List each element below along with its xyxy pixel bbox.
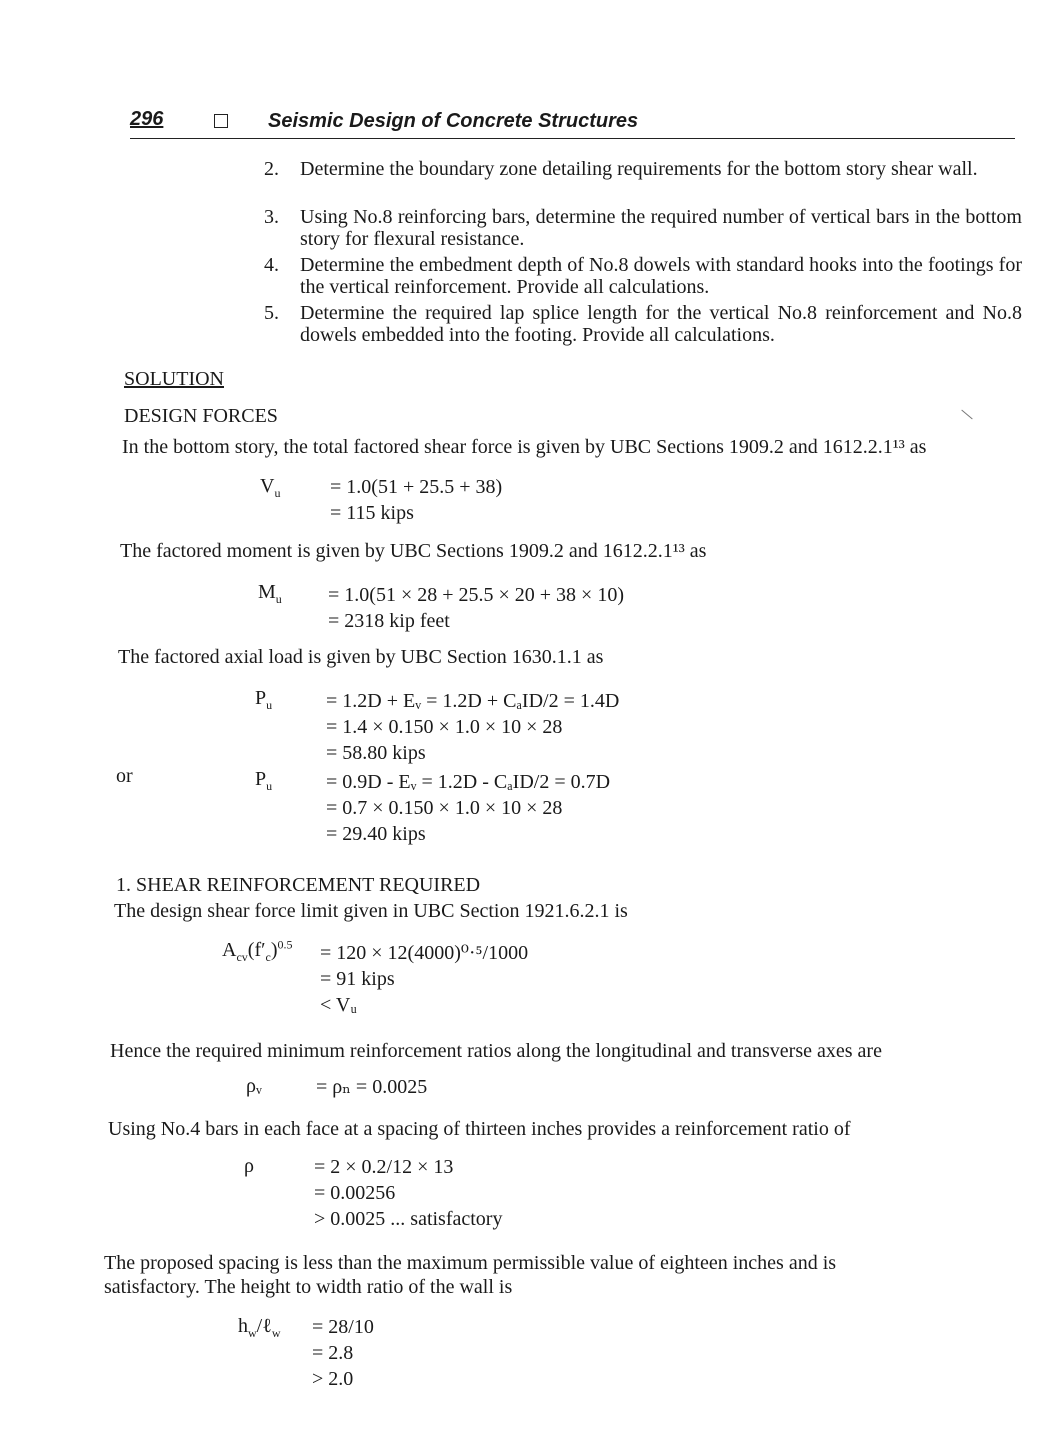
paragraph-shear: In the bottom story, the total factored shear force is given by UBC Sections 1909.2 and 1612.2.1¹³ as xyxy=(122,436,927,458)
item-number: 5. xyxy=(264,302,279,324)
hw-lw-equation: = 28/10 = 2.8 > 2.0 xyxy=(312,1316,374,1390)
square-bullet-icon xyxy=(214,114,228,128)
item-text: Determine the required lap splice length for the vertical No.8 reinforcement and No.8 dowels embedded into the footing. Provide all calculations. xyxy=(300,302,1022,346)
item-number: 4. xyxy=(264,254,279,276)
pu-equation-2: = 0.9D - Eᵥ = 1.2D - CₐID/2 = 0.7D = 0.7 × 0.150 × 1.0 × 10 × 28 = 29.40 kips xyxy=(326,771,611,845)
mu-equation: = 1.0(51 × 28 + 25.5 × 20 + 38 × 10) = 2318 kip feet xyxy=(328,584,624,632)
running-title: Seismic Design of Concrete Structures xyxy=(268,110,639,132)
paragraph-axial: The factored axial load is given by UBC Section 1630.1.1 as xyxy=(118,646,604,668)
item-text: Determine the boundary zone detailing requirements for the bottom story shear wall. xyxy=(300,158,978,180)
hw-lw-label: $h_w/\ell_w$ xyxy=(238,1315,281,1340)
acv-equation: = 120 × 12(4000)⁰·⁵/1000 = 91 kips < Vᵤ xyxy=(320,942,529,1016)
acv-label: $A_{cv}(f'_c)^{0.5}$ xyxy=(222,937,293,964)
rho-v-equation: = ρₙ = 0.0025 xyxy=(316,1076,428,1098)
vu-equation: = 1.0(51 + 25.5 + 38) = 115 kips xyxy=(330,476,503,524)
stray-pen-mark xyxy=(961,410,972,420)
rho-equation: = 2 × 0.2/12 × 13 = 0.00256 > 0.0025 ... satisfactory xyxy=(314,1156,503,1230)
section-1-heading: 1. SHEAR REINFORCEMENT REQUIRED xyxy=(116,874,481,896)
paragraph-moment: The factored moment is given by UBC Sections 1909.2 and 1612.2.1¹³ as xyxy=(120,540,707,562)
vu-label: $V_u$ xyxy=(260,475,281,500)
item-text: Determine the embedment depth of No.8 dowels with standard hooks into the footings for the vertical reinforcement. Provide all calculations. xyxy=(300,254,1022,298)
rho-label: ρ xyxy=(244,1155,254,1177)
rho-v-label: ρᵥ xyxy=(246,1075,262,1097)
pu-label-1: $P_u$ xyxy=(255,687,273,712)
paragraph-spacing-2: satisfactory. The height to width ratio of the wall is xyxy=(104,1276,513,1298)
paragraph-spacing-1: The proposed spacing is less than the maximum permissible value of eighteen inches and is xyxy=(104,1252,837,1274)
paragraph-limit: The design shear force limit given in UBC Section 1921.6.2.1 is xyxy=(114,900,628,922)
item-text: Using No.8 reinforcing bars, determine the required number of vertical bars in the bottom story for flexural resistance. xyxy=(300,206,1022,250)
solution-heading: SOLUTION xyxy=(124,368,224,390)
item-number: 3. xyxy=(264,206,279,228)
mu-label: $M_u$ xyxy=(258,581,282,606)
paragraph-bars: Using No.4 bars in each face at a spacing of thirteen inches provides a reinforcement ratio of xyxy=(108,1118,851,1140)
design-forces-heading: DESIGN FORCES xyxy=(124,405,278,427)
or-label: or xyxy=(116,765,133,787)
item-number: 2. xyxy=(264,158,279,180)
running-header xyxy=(130,104,1015,139)
paragraph-min-ratio: Hence the required minimum reinforcement ratios along the longitudinal and transverse axes are xyxy=(110,1040,882,1062)
page-number: 296 xyxy=(130,108,164,130)
pu-equation-1: = 1.2D + Eᵥ = 1.2D + CₐID/2 = 1.4D = 1.4 × 0.150 × 1.0 × 10 × 28 = 58.80 kips xyxy=(326,690,620,764)
pu-label-2: $P_u$ xyxy=(255,768,273,793)
